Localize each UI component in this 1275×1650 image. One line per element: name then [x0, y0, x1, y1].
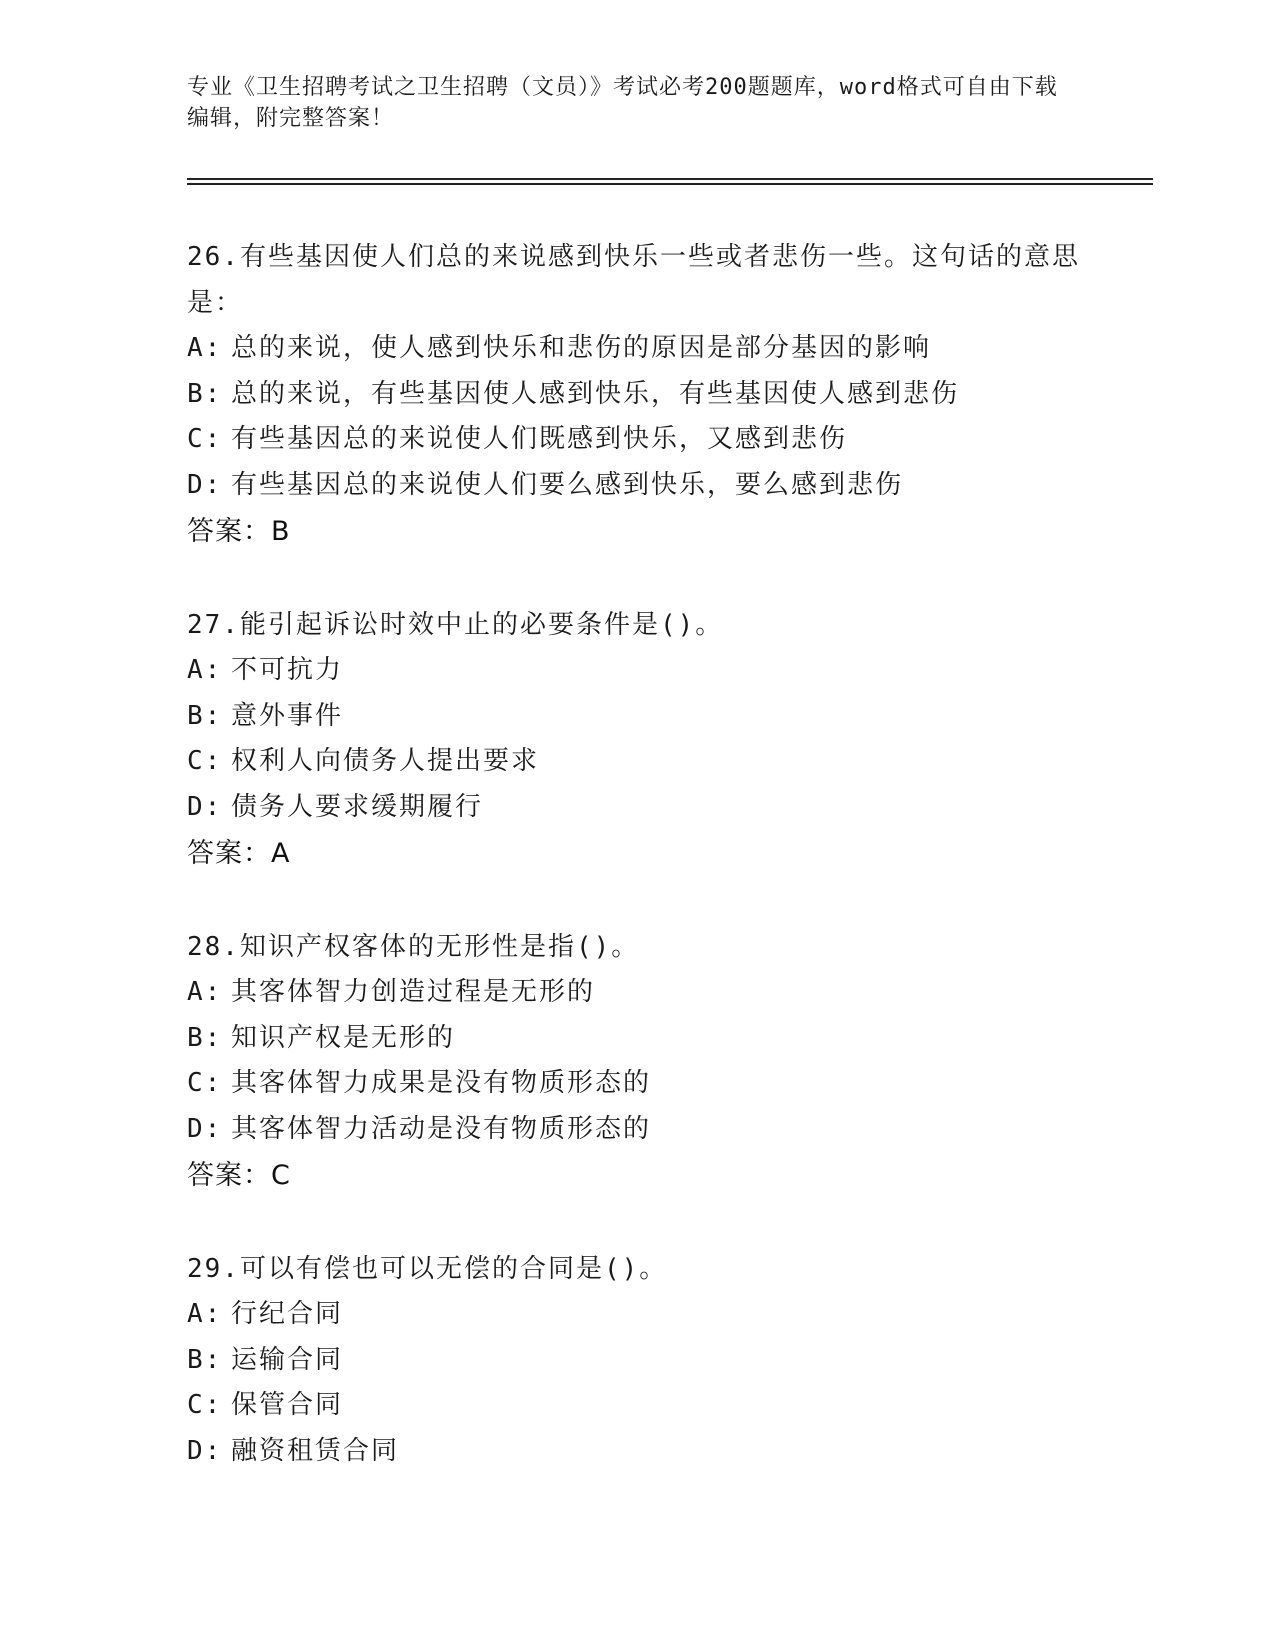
option-key: D:: [187, 469, 223, 500]
option-text: 其客体智力创造过程是无形的: [231, 977, 596, 1007]
answer-line: 答案：A: [187, 838, 291, 869]
option-key: C:: [187, 746, 223, 776]
option-key: D:: [187, 1435, 223, 1466]
option-text: 融资租赁合同: [231, 1435, 400, 1466]
question-28: [187, 924, 1087, 1200]
option-c: [187, 739, 1087, 785]
option-key: C:: [187, 1068, 223, 1098]
option-key: B:: [187, 1344, 223, 1375]
document-header: [187, 72, 1067, 134]
option-c: [187, 1061, 1087, 1107]
option-text: 权利人向债务人提出要求: [231, 746, 540, 776]
option-key: C:: [187, 1390, 223, 1420]
option-text: 有些基因总的来说使人们要么感到快乐，要么感到悲伤: [231, 469, 904, 500]
header-divider-bottom: [187, 183, 1153, 185]
option-c: [187, 1383, 1087, 1429]
option-b: [187, 1016, 1087, 1062]
option-text: 债务人要求缓期履行: [231, 791, 484, 822]
question-29: [187, 1246, 1087, 1474]
option-key: B:: [187, 700, 223, 731]
option-key: C:: [187, 424, 223, 454]
option-key: B:: [187, 378, 223, 409]
answer-line: 答案：C: [187, 1160, 291, 1191]
option-key: D:: [187, 1113, 223, 1144]
option-text: 其客体智力活动是没有物质形态的: [231, 1113, 652, 1144]
question-list: [187, 234, 1087, 1520]
option-key: D:: [187, 791, 223, 822]
option-text: 运输合同: [231, 1344, 344, 1375]
option-a: [187, 326, 1087, 372]
option-a: [187, 970, 1087, 1016]
question-26: [187, 234, 1087, 556]
option-d: [187, 463, 1087, 509]
option-key: A:: [187, 655, 223, 685]
option-text: 总的来说，使人感到快乐和悲伤的原因是部分基因的影响: [231, 333, 932, 363]
option-text: 其客体智力成果是没有物质形态的: [231, 1068, 652, 1098]
option-text: 有些基因总的来说使人们既感到快乐，又感到悲伤: [231, 424, 848, 454]
option-text: 总的来说，有些基因使人感到快乐，有些基因使人感到悲伤: [231, 378, 960, 409]
question-stem: 29.可以有偿也可以无偿的合同是()。: [187, 1254, 668, 1284]
option-d: [187, 785, 1087, 831]
option-key: B:: [187, 1022, 223, 1053]
header-text: 专业《卫生招聘考试之卫生招聘（文员）》考试必考200题题库，word格式可自由下载编辑，附完整答案！: [187, 75, 1058, 131]
option-text: 保管合同: [231, 1390, 344, 1420]
question-stem: 28.知识产权客体的无形性是指()。: [187, 932, 640, 962]
option-b: [187, 372, 1087, 418]
option-text: 意外事件: [231, 700, 344, 731]
option-d: [187, 1429, 1087, 1475]
option-text: 不可抗力: [231, 655, 344, 685]
option-key: A:: [187, 1299, 223, 1329]
option-key: A:: [187, 977, 223, 1007]
option-c: [187, 417, 1087, 463]
option-text: 知识产权是无形的: [231, 1022, 456, 1053]
header-divider-top: [187, 178, 1153, 180]
question-27: [187, 602, 1087, 878]
answer-line: 答案：B: [187, 516, 291, 547]
option-key: A:: [187, 333, 223, 363]
option-a: [187, 648, 1087, 694]
option-a: [187, 1292, 1087, 1338]
option-b: [187, 1338, 1087, 1384]
option-b: [187, 694, 1087, 740]
question-stem: 26.有些基因使人们总的来说感到快乐一些或者悲伤一些。这句话的意思是：: [187, 242, 1080, 318]
question-stem: 27.能引起诉讼时效中止的必要条件是()。: [187, 610, 724, 640]
option-text: 行纪合同: [231, 1299, 344, 1329]
option-d: [187, 1107, 1087, 1153]
